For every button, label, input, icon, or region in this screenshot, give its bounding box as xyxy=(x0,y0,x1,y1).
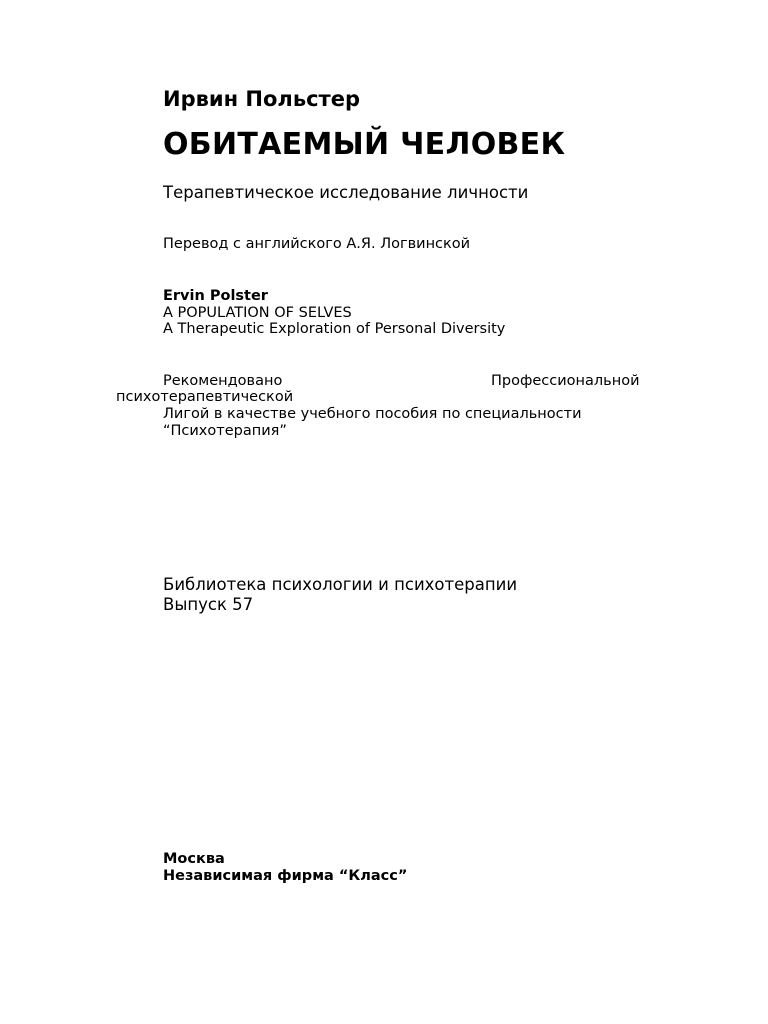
original-title: A POPULATION OF SELVES xyxy=(163,305,352,321)
imprint-city: Москва xyxy=(163,851,225,867)
original-subtitle: A Therapeutic Exploration of Personal Diversity xyxy=(163,321,506,337)
book-title-ru: ОБИТАЕМЫЙ ЧЕЛОВЕК xyxy=(163,127,566,162)
recommendation-line-1-right: Профессиональной xyxy=(491,373,640,389)
series-issue: Выпуск 57 xyxy=(163,595,254,614)
recommendation-line-1-left: Рекомендовано xyxy=(163,373,283,389)
recommendation-line-3: Лигой в качестве учебного пособия по специальности xyxy=(163,406,582,422)
series-name: Библиотека психологии и психотерапии xyxy=(163,575,518,594)
original-author: Ervin Polster xyxy=(163,288,268,304)
recommendation-line-4: “Психотерапия” xyxy=(163,423,287,439)
author-name-ru: Ирвин Польстер xyxy=(163,87,360,111)
book-subtitle-ru: Терапевтическое исследование личности xyxy=(163,183,529,202)
recommendation-line-2: психотерапевтической xyxy=(116,389,294,405)
imprint-publisher: Независимая фирма “Класс” xyxy=(163,868,408,884)
translation-credit: Перевод с английского А.Я. Логвинской xyxy=(163,236,471,252)
